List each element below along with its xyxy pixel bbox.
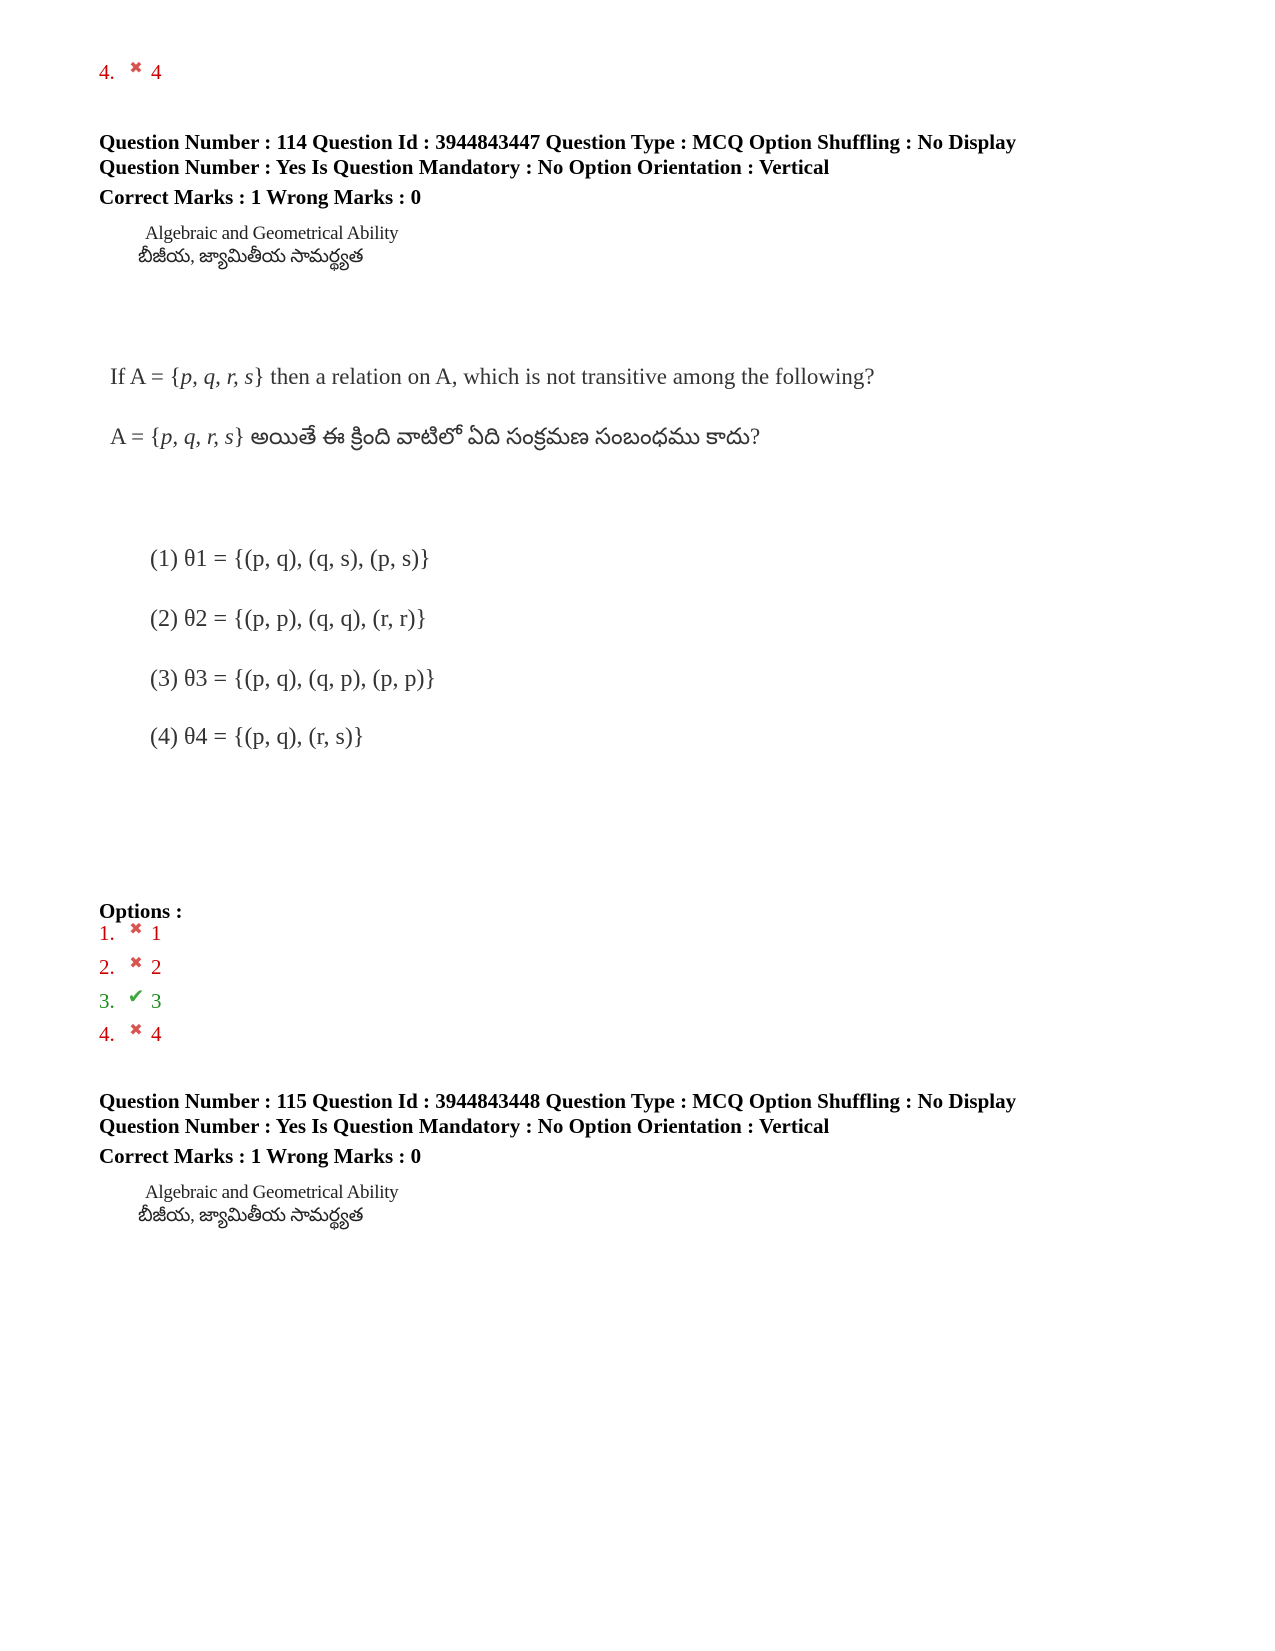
q114-stem-telugu: [110, 424, 760, 456]
q114-option-2: [99, 955, 162, 982]
q114-marks-line: Correct Marks : 1 Wrong Marks : 0: [99, 185, 422, 209]
q115-subject: [138, 1181, 399, 1227]
stem-suffix: } అయితే ఈ క్రింది వాటిలో ఏది సంక్రమణ సంబంధము కాదు?: [233, 424, 761, 449]
subject-telugu: బీజీయ, జ్యామితీయ సామర్థ్యత: [138, 246, 364, 267]
q114-choice-1: (1) θ1 = {(p, q), (q, s), (p, s)}: [150, 546, 431, 572]
option-number: 2.: [99, 955, 115, 979]
q114-option-3: [99, 986, 162, 1014]
option-value: 1: [151, 921, 162, 945]
stem-vars: p, q, r, s: [180, 364, 254, 389]
option-value: 4: [151, 1022, 162, 1046]
q114-choice-4: (4) θ4 = {(p, q), (r, s)}: [150, 724, 365, 750]
q115-marks-line: Correct Marks : 1 Wrong Marks : 0: [99, 1144, 422, 1168]
option-value: 4: [151, 60, 162, 84]
subject-english: Algebraic and Geometrical Ability: [145, 223, 399, 244]
option-value: 3: [151, 989, 162, 1013]
q114-meta-line-2: Question Number : Yes Is Question Mandatory : No Option Orientation : Vertical: [99, 155, 830, 179]
cross-mark-icon: ✖: [129, 60, 143, 77]
cross-mark-icon: ✖: [129, 955, 143, 972]
cross-mark-icon: ✖: [129, 1022, 143, 1039]
option-value: 2: [151, 955, 162, 979]
q114-subject: [138, 222, 399, 268]
q115-meta-line-1: Question Number : 115 Question Id : 3944843448 Question Type : MCQ Option Shuffling : No Display: [99, 1089, 1017, 1113]
subject-telugu: బీజీయ, జ్యామితీయ సామర్థ్యత: [138, 1205, 364, 1226]
option-number: 1.: [99, 921, 115, 945]
option-number: 4.: [99, 60, 115, 84]
options-label: Options :: [99, 899, 183, 923]
q114-option-1: [99, 921, 162, 948]
stem-prefix: If A = {: [110, 364, 181, 389]
option-number: 3.: [99, 989, 115, 1013]
subject-english: Algebraic and Geometrical Ability: [145, 1182, 399, 1203]
prev-option-4: [99, 60, 162, 87]
check-mark-icon: ✔: [127, 986, 145, 1008]
option-number: 4.: [99, 1022, 115, 1046]
q114-choice-2: (2) θ2 = {(p, p), (q, q), (r, r)}: [150, 606, 428, 632]
stem-prefix: A = {: [110, 424, 161, 449]
q114-meta-line-1: Question Number : 114 Question Id : 3944843447 Question Type : MCQ Option Shuffling : No Display: [99, 130, 1017, 154]
stem-vars: p, q, r, s: [160, 424, 234, 449]
stem-suffix: } then a relation on A, which is not transitive among the following?: [253, 364, 875, 389]
q114-stem-english: [110, 364, 875, 390]
q114-option-4: [99, 1022, 162, 1049]
cross-mark-icon: ✖: [129, 921, 143, 938]
q114-choice-3: (3) θ3 = {(p, q), (q, p), (p, p)}: [150, 666, 437, 692]
q115-meta-line-2: Question Number : Yes Is Question Mandatory : No Option Orientation : Vertical: [99, 1114, 830, 1138]
